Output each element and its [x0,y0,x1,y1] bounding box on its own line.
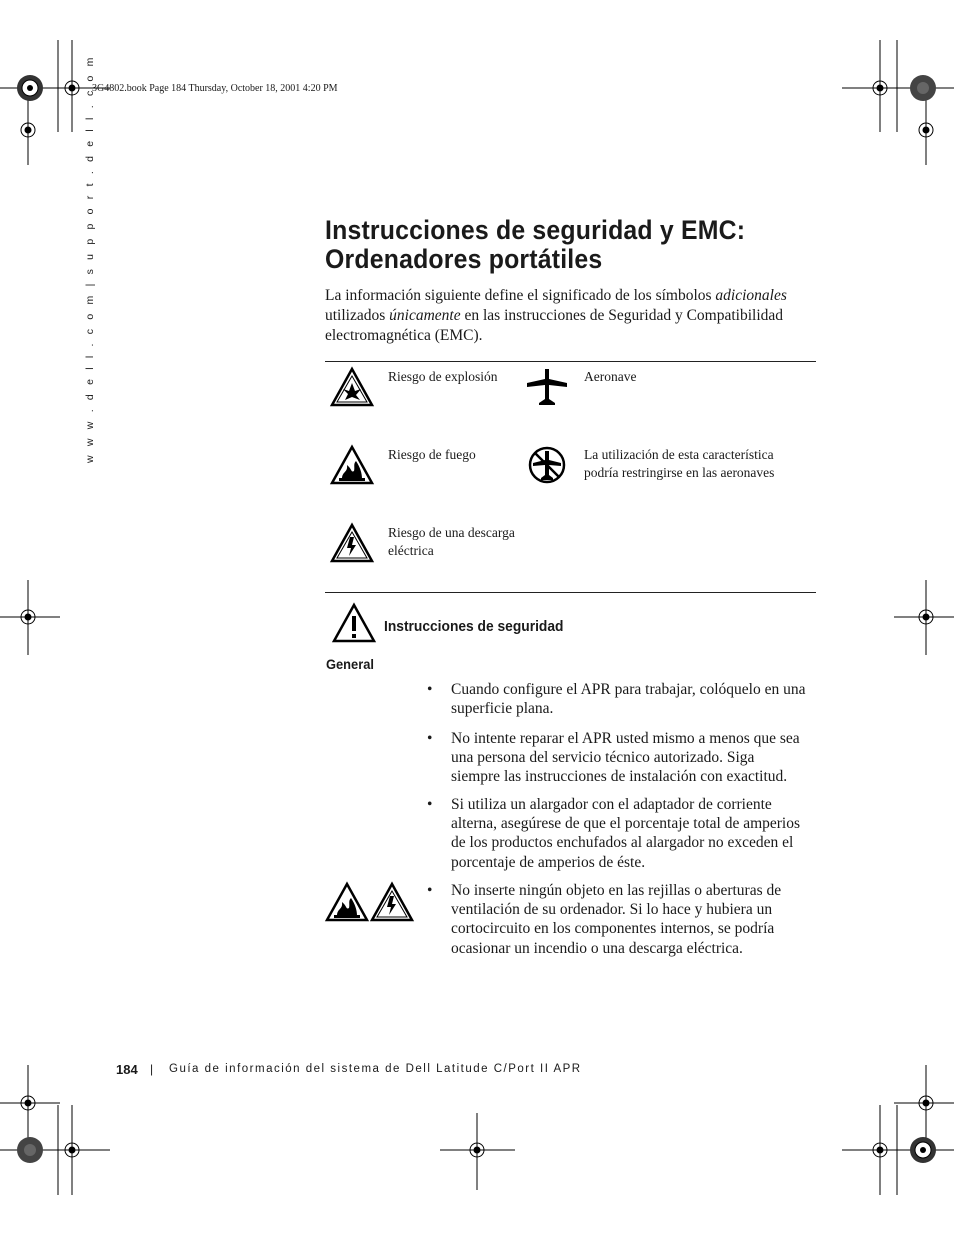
intro-emphasis-1: adicionales [715,287,787,304]
page-title [325,216,803,274]
symbol-label-aircraft: Aeronave [584,369,637,384]
table-top-rule [325,361,816,362]
page-title-line1: Instrucciones de seguridad y EMC: [325,215,746,245]
intro-emphasis-2: únicamente [389,307,461,324]
list-item-text: No inserte ningún objeto en las rejillas o aberturas de ventilación de su ordenador. Si lo hace y hubiera un cortocircuito en los componentes internos, se podría ocasionar un incendio o una descarga eléctrica. [451,882,782,957]
list-item-text: No intente reparar el APR usted mismo a menos que sea una persona del servicio técnico autorizado. Siga siempre las instrucciones de instalación con exactitud. [451,730,800,786]
aircraft-icon [525,367,569,407]
list-item [427,729,807,787]
intro-text-1: La información siguiente define el significado de los símbolos [325,287,716,304]
aircraft-restriction-icon [525,445,569,485]
intro-text-3: en las instrucciones de Seguridad y Compatibilidad electromagnética (EMC). [325,307,784,344]
explosion-hazard-icon [330,367,374,407]
fire-hazard-icon [325,882,369,922]
electrical-shock-icon [330,523,374,563]
list-item-text: Cuando configure el APR para trabajar, colóquelo en una superficie plana. [451,681,806,718]
intro-paragraph [325,286,817,346]
list-item-text: Si utiliza un alargador con el adaptador de corriente alterna, asegúrese de que el porcentaje total de amperios de los productos enchufados al alargador no exceden el porcentaje de amperios de éste. [451,796,801,871]
book-info-slug: 3G4802.book Page 184 Thursday, October 18, 2001 4:20 PM [92,83,338,94]
bullet-marker: • [427,796,433,813]
list-item [427,881,807,958]
bullet-marker: • [427,882,433,899]
safety-heading: Instrucciones de seguridad [384,618,564,635]
fire-hazard-icon [330,445,374,485]
list-item [427,795,807,872]
list-item [427,680,807,718]
bullet-marker: • [427,681,433,698]
footer-guide-title: Guía de información del sistema de Dell Latitude C/Port II APR [169,1063,582,1075]
footer-separator: | [150,1062,154,1076]
symbol-label-explosion: Riesgo de explosión [388,369,498,384]
bullet-marker: • [427,730,433,747]
electrical-shock-icon [370,882,414,922]
sidebar-url: w w w . d e l l . c o m | s u p p o r t . d e l l . c o m [84,54,96,463]
table-bottom-rule [325,592,816,593]
intro-text-2: utilizados [325,307,390,324]
symbol-label-fire: Riesgo de fuego [388,447,476,462]
page-number: 184 [116,1062,138,1077]
symbol-label-aircraft-restriction: La utilización de esta característica podría restringirse en las aeronaves [584,447,775,480]
general-subheading: General [326,656,374,672]
symbol-label-shock: Riesgo de una descarga eléctrica [388,525,515,558]
caution-icon [332,603,376,643]
page-title-line2: Ordenadores portátiles [325,244,603,274]
